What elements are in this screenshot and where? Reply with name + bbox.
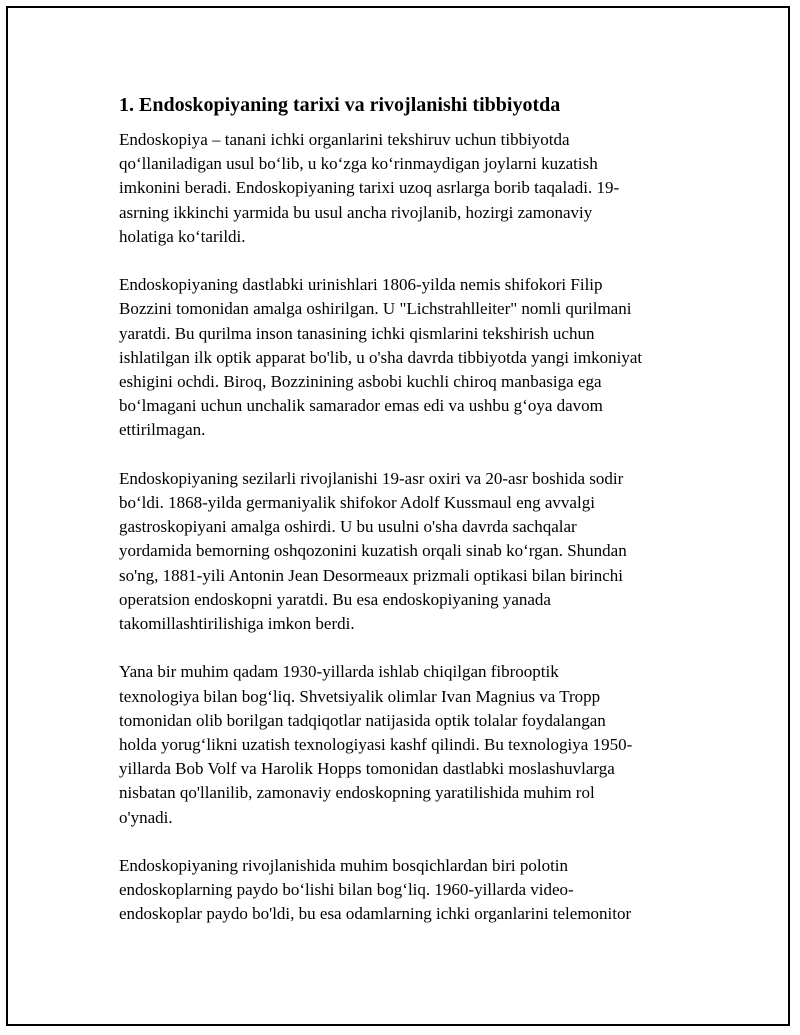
paragraph-5: [119, 854, 691, 927]
paragraph-line: o'ynadi.: [119, 807, 173, 827]
paragraph-line: Yana bir muhim qadam 1930-yillarda ishlab chiqilgan fibrooptik: [119, 662, 559, 682]
paragraph-line: yillarda Bob Volf va Harolik Hopps tomonidan dastlabki moslashuvlarga: [119, 759, 615, 779]
paragraph-4: [119, 660, 691, 829]
paragraph-line: gastroskopiyani amalga oshirdi. U bu usulni o'sha davrda sachqalar: [119, 517, 577, 537]
paragraph-3: [119, 467, 691, 636]
paragraph-line: endoskoplar paydo bo'ldi, bu esa odamlarning ichki organlarini telemonitor: [119, 904, 632, 924]
paragraph-line: eshigini ochdi. Biroq, Bozzinining asbobi kuchli chiroq manbasiga ega: [119, 372, 602, 392]
paragraph-line: Endoskopiyaning rivojlanishida muhim bosqichlardan biri polotin: [119, 856, 569, 876]
paragraph-line: operatsion endoskopni yaratdi. Bu esa endoskopiyaning yanada: [119, 589, 551, 609]
paragraph-line: bo‘ldi. 1868-yilda germaniyalik shifokor Adolf Kussmaul eng avvalgi: [119, 493, 595, 513]
paragraph-line: ishlatilgan ilk optik apparat bo'lib, u o'sha davrda tibbiyotda yangi imkoniyat: [119, 347, 643, 367]
paragraph-line: texnologiya bilan bog‘liq. Shvetsiyalik olimlar Ivan Magnius va Tropp: [119, 686, 601, 706]
paragraph-line: Endoskopiyaning sezilarli rivojlanishi 19-asr oxiri va 20-asr boshida sodir: [119, 468, 624, 488]
paragraph-2: [119, 273, 691, 442]
paragraph-line: holda yorug‘likni uzatish texnologiyasi kashf qilindi. Bu texnologiya 1950-: [119, 735, 633, 755]
paragraph-list: [119, 128, 691, 927]
paragraph-line: Bozzini tomonidan amalga oshirilgan. U "Lichstrahlleiter" nomli qurilmani: [119, 299, 632, 319]
paragraph-line: Endoskopiya – tanani ichki organlarini tekshiruv uchun tibbiyotda: [119, 130, 570, 149]
paragraph-line: nisbatan qo'llanilib, zamonaviy endoskopning yaratilishida muhim rol: [119, 783, 595, 803]
paragraph-line: bo‘lmagani uchun unchalik samarador emas edi va ushbu g‘oya davom: [119, 396, 603, 416]
paragraph-line: so'ng, 1881-yili Antonin Jean Desormeaux prizmali optikasi bilan birinchi: [119, 565, 624, 585]
paragraph-line: takomillashtirilishiga imkon berdi.: [119, 614, 355, 634]
paragraph-line: tomonidan olib borilgan tadqiqotlar natijasida optik tolalar foydalangan: [119, 710, 606, 730]
paragraph-line: asrning ikkinchi yarmida bu usul ancha rivojlanib, hozirgi zamonaviy: [119, 202, 593, 222]
paragraph-line: imkonini beradi. Endoskopiyaning tarixi uzoq asrlarga borib taqaladi. 19-: [119, 178, 620, 198]
paragraph-line: yaratdi. Bu qurilma inson tanasining ichki qismlarini tekshirish uchun: [119, 323, 595, 343]
document-body: [119, 92, 691, 951]
paragraph-line: ettirilmagan.: [119, 420, 206, 440]
paragraph-line: Endoskopiyaning dastlabki urinishlari 1806-yilda nemis shifokori Filip: [119, 275, 603, 295]
section-heading: 1. Endoskopiyaning tarixi va rivojlanishi tibbiyotda: [119, 94, 561, 116]
paragraph-line: yordamida bemorning oshqozonini kuzatish orqali sinab ko‘rgan. Shundan: [119, 541, 627, 561]
paragraph-line: qo‘llaniladigan usul bo‘lib, u ko‘zga ko‘rinmaydigan joylarni kuzatish: [119, 154, 598, 174]
paragraph-line: holatiga ko‘tarildi.: [119, 226, 246, 246]
paragraph-line: endoskoplarning paydo bo‘lishi bilan bog‘liq. 1960-yillarda video-: [119, 880, 574, 900]
paragraph-1: [119, 128, 691, 249]
